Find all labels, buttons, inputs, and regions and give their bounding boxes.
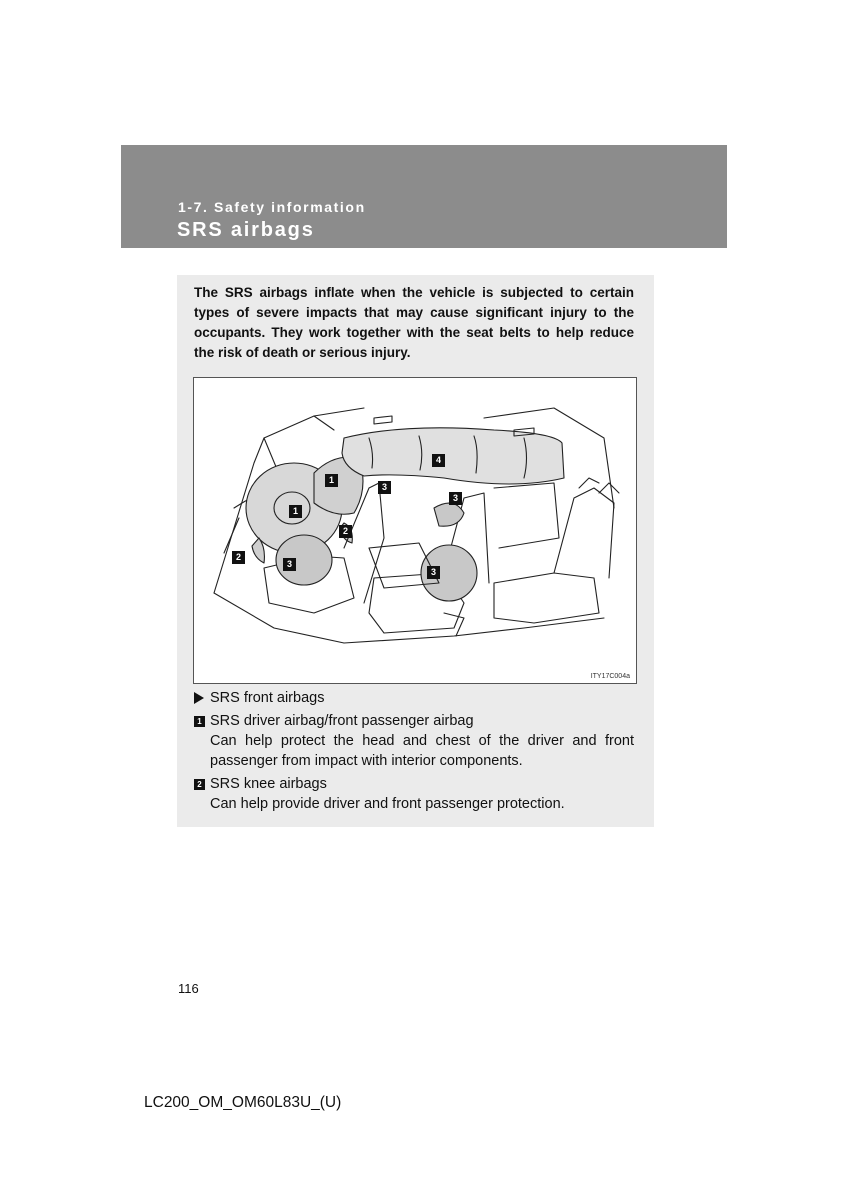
callout-2-driver: 2 (232, 551, 245, 564)
callout-1-driver: 1 (289, 505, 302, 518)
figure-code: ITY17C004a (590, 673, 630, 680)
list-item (194, 711, 634, 731)
airbag-illustration (193, 377, 637, 684)
callout-3-rear-passenger: 3 (449, 492, 462, 505)
list-heading (194, 688, 634, 708)
section-header (121, 145, 727, 248)
item-description: Can help provide driver and front passenger protection. (210, 796, 565, 812)
page-number: 116 (178, 981, 199, 996)
content-box (177, 275, 654, 827)
document-code: LC200_OM_OM60L83U_(U) (144, 1094, 342, 1111)
callout-3-passenger-seat: 3 (378, 481, 391, 494)
item-title: SRS driver airbag/front passenger airbag (210, 713, 474, 729)
number-1-icon: 1 (194, 716, 205, 727)
airbag-list (194, 688, 634, 814)
callout-3-driver-seat: 3 (283, 558, 296, 571)
vehicle-interior-drawing (194, 378, 636, 683)
triangle-bullet-icon (194, 692, 204, 704)
item-description: Can help protect the head and chest of the driver and front passenger from impact with interior components. (210, 733, 634, 769)
callout-4-curtain: 4 (432, 454, 445, 467)
callout-1-passenger: 1 (325, 474, 338, 487)
number-2-icon: 2 (194, 779, 205, 790)
callout-3-front-passenger-side: 3 (427, 566, 440, 579)
item-title: SRS knee airbags (210, 776, 327, 792)
callout-2-passenger: 2 (339, 525, 352, 538)
list-heading-text: SRS front airbags (210, 690, 325, 706)
list-item (194, 774, 634, 794)
page-title: SRS airbags (177, 219, 315, 241)
section-label: 1-7. Safety information (178, 199, 366, 215)
intro-paragraph: The SRS airbags inflate when the vehicle is subjected to certain types of severe impacts that may cause significant injury to the occupants. They work together with the seat belts to help reduce the risk of death or serious injury. (194, 285, 634, 360)
